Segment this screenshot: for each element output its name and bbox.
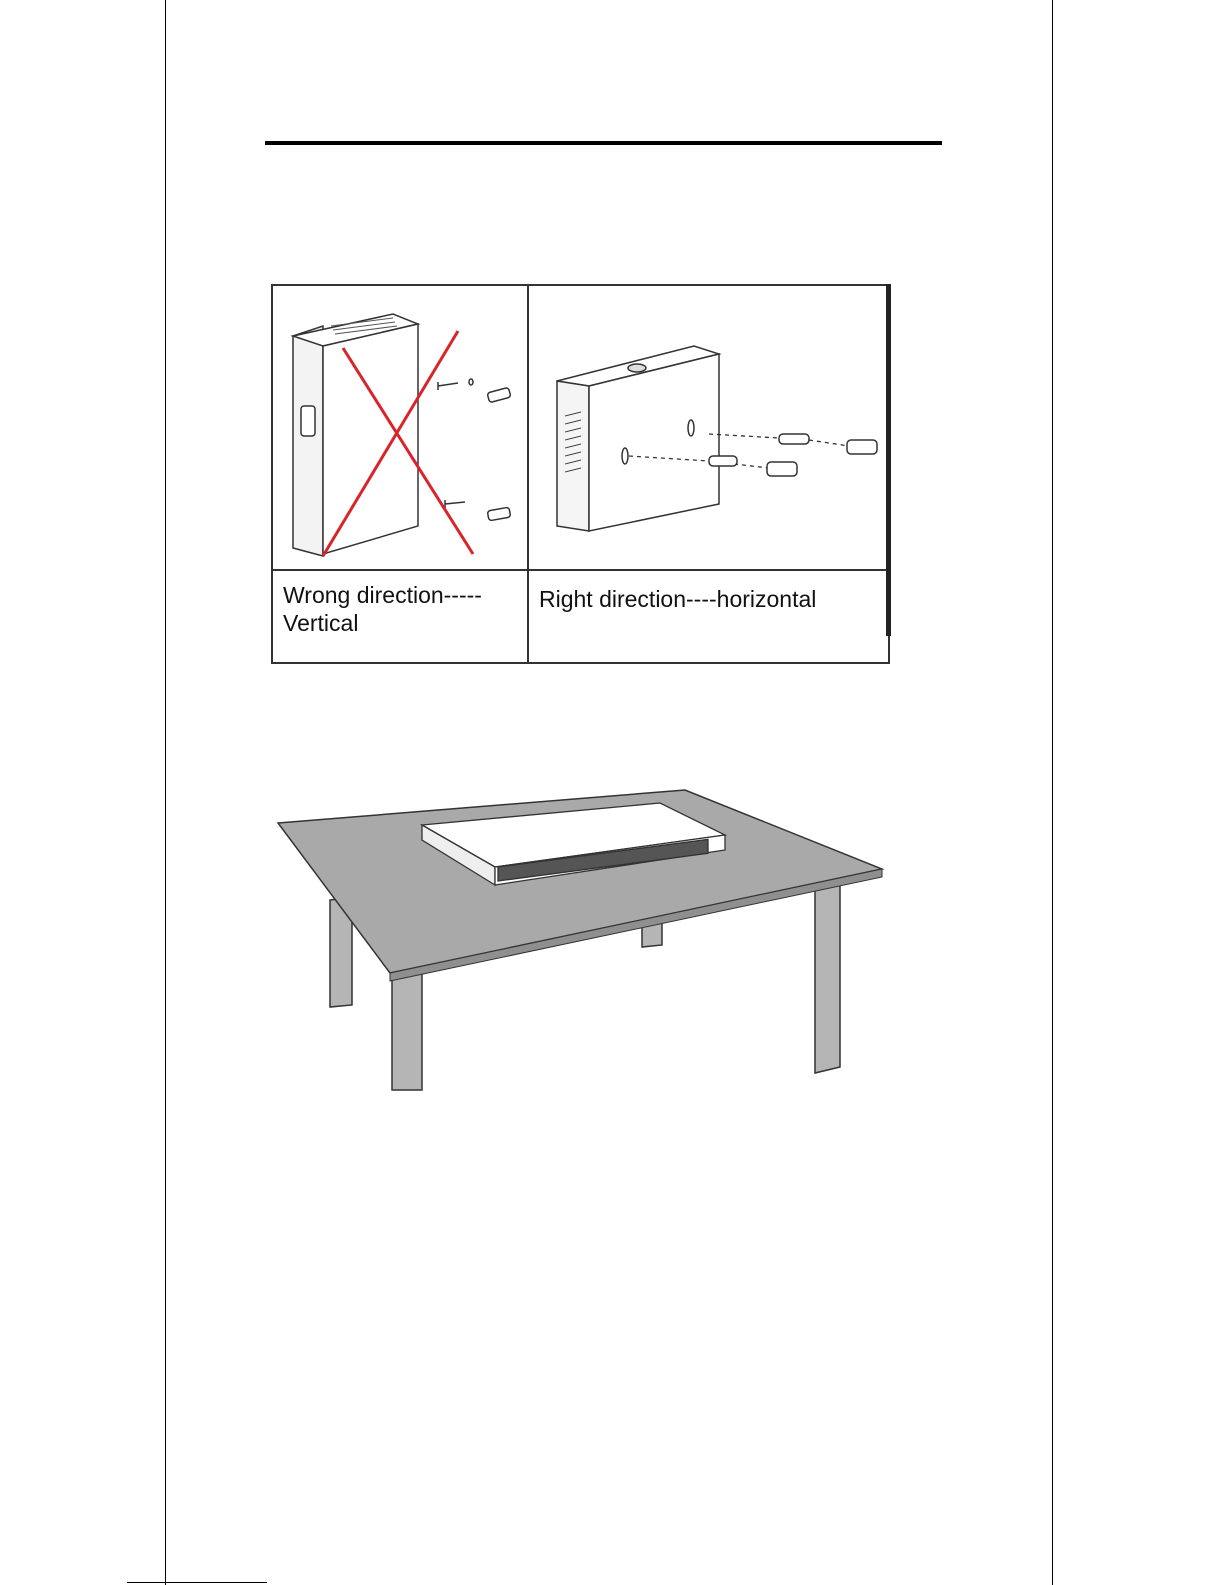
right-margin-line: [1052, 0, 1053, 1585]
header-rule: [265, 141, 942, 145]
right-direction-caption-cell: [528, 570, 889, 663]
footnote-rule: [127, 1582, 267, 1583]
wall-mount-orientation-table: [271, 284, 890, 664]
desktop-installation-illustration: [270, 785, 890, 1095]
left-margin-line: [165, 0, 166, 1585]
wrong-direction-illustration: [273, 286, 527, 569]
right-direction-illustration: [529, 286, 890, 569]
table-right-edge: [886, 284, 891, 636]
right-direction-image-cell: [528, 285, 889, 570]
wrong-direction-caption-cell: [272, 570, 528, 663]
wrong-direction-image-cell: [272, 285, 528, 570]
right-direction-caption: Right direction----horizontal: [539, 586, 817, 612]
wrong-direction-caption: Wrong direction----- Vertical: [283, 582, 482, 636]
